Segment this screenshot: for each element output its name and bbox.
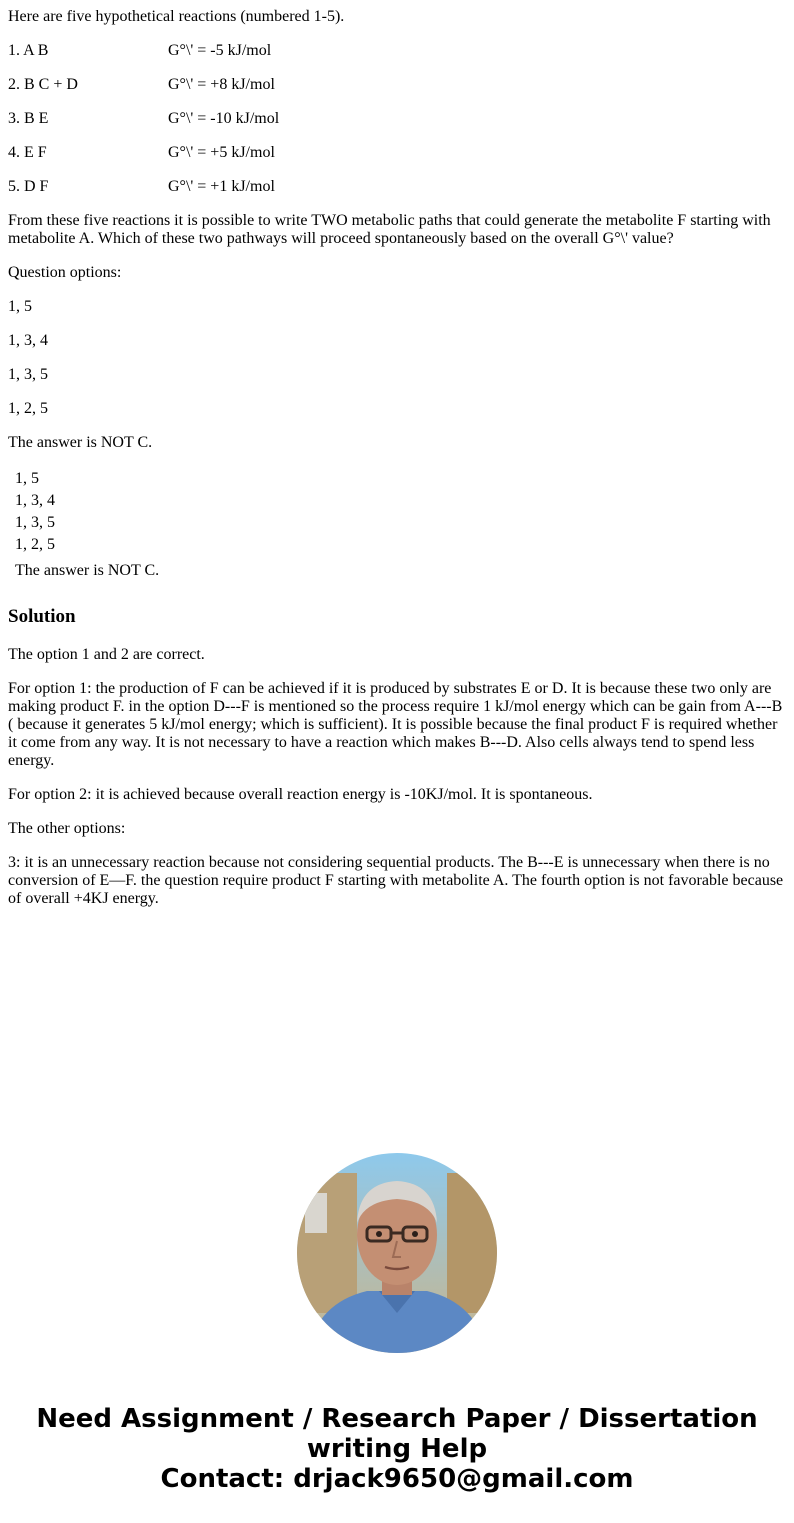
question-text: From these five reactions it is possible to write TWO metabolic paths that could generate the metabolite F starting with metabolite A. Which of these two pathways will proceed spontaneously based on the overall G°\' value?: [8, 212, 771, 247]
reaction-equation: 4. E F: [8, 144, 47, 161]
avatar-portrait: [297, 1153, 497, 1353]
options-label: Question options:: [8, 264, 122, 281]
avatar: [297, 1153, 497, 1353]
reaction-3: [8, 110, 786, 128]
reaction-energy: G°\' = -10 kJ/mol: [168, 110, 280, 127]
repeat-answer-note: The answer is NOT C.: [15, 562, 160, 579]
reaction-equation: 1. A B: [8, 42, 49, 59]
footer-contact: Contact: drjack9650@gmail.com: [160, 1464, 634, 1494]
repeat-options-list: [15, 468, 786, 556]
reaction-equation: 5. D F: [8, 178, 49, 195]
repeat-option-item: 1, 3, 4: [15, 492, 55, 509]
solution-paragraph: For option 2: it is achieved because overall reaction energy is -10KJ/mol. It is spontaneous.: [8, 786, 593, 803]
repeat-option-item: 1, 5: [15, 470, 39, 487]
reaction-energy: G°\' = +8 kJ/mol: [168, 76, 275, 93]
reaction-energy: G°\' = +1 kJ/mol: [168, 178, 275, 195]
reaction-2: [8, 76, 786, 94]
option-item: 1, 2, 5: [8, 400, 48, 417]
reaction-energy: G°\' = +5 kJ/mol: [168, 144, 275, 161]
option-item: 1, 3, 4: [8, 332, 48, 349]
repeat-option-item: 1, 2, 5: [15, 536, 55, 553]
reaction-5: [8, 178, 786, 196]
option-item: 1, 5: [8, 298, 32, 315]
document-body: [8, 8, 786, 924]
intro-text: Here are five hypothetical reactions (numbered 1-5).: [8, 8, 345, 25]
reaction-equation: 3. B E: [8, 110, 49, 127]
solution-paragraph: For option 1: the production of F can be achieved if it is produced by substrates E or D. It is because these two only are making product F. in the option D---F is mentioned so the process require 1 kJ/mol energy which can be gain from A---B ( because it generates 5 kJ/mol energy; which is sufficient). It is possible because the final product F is required whether it come from any way. It is not necessary to have a reaction which makes B---D. Also cells always tend to spend less energy.: [8, 680, 783, 769]
reaction-1: [8, 42, 786, 60]
reaction-energy: G°\' = -5 kJ/mol: [168, 42, 272, 59]
footer-line: Need Assignment / Research Paper / Dissertation: [36, 1404, 758, 1434]
solution-paragraph: The option 1 and 2 are correct.: [8, 646, 205, 663]
answer-note: The answer is NOT C.: [8, 434, 153, 451]
footer-banner: [0, 1404, 794, 1494]
solution-heading: Solution: [8, 606, 76, 627]
reaction-equation: 2. B C + D: [8, 76, 78, 93]
solution-paragraph: 3: it is an unnecessary reaction because not considering sequential products. The B---E is unnecessary when there is no conversion of E—F. the question require product F starting with metabolite A. The fourth option is not favorable because of overall +4KJ energy.: [8, 854, 784, 907]
option-item: 1, 3, 5: [8, 366, 48, 383]
reaction-4: [8, 144, 786, 162]
footer-line: writing Help: [306, 1434, 488, 1464]
repeat-option-item: 1, 3, 5: [15, 514, 55, 531]
solution-paragraph: The other options:: [8, 820, 126, 837]
